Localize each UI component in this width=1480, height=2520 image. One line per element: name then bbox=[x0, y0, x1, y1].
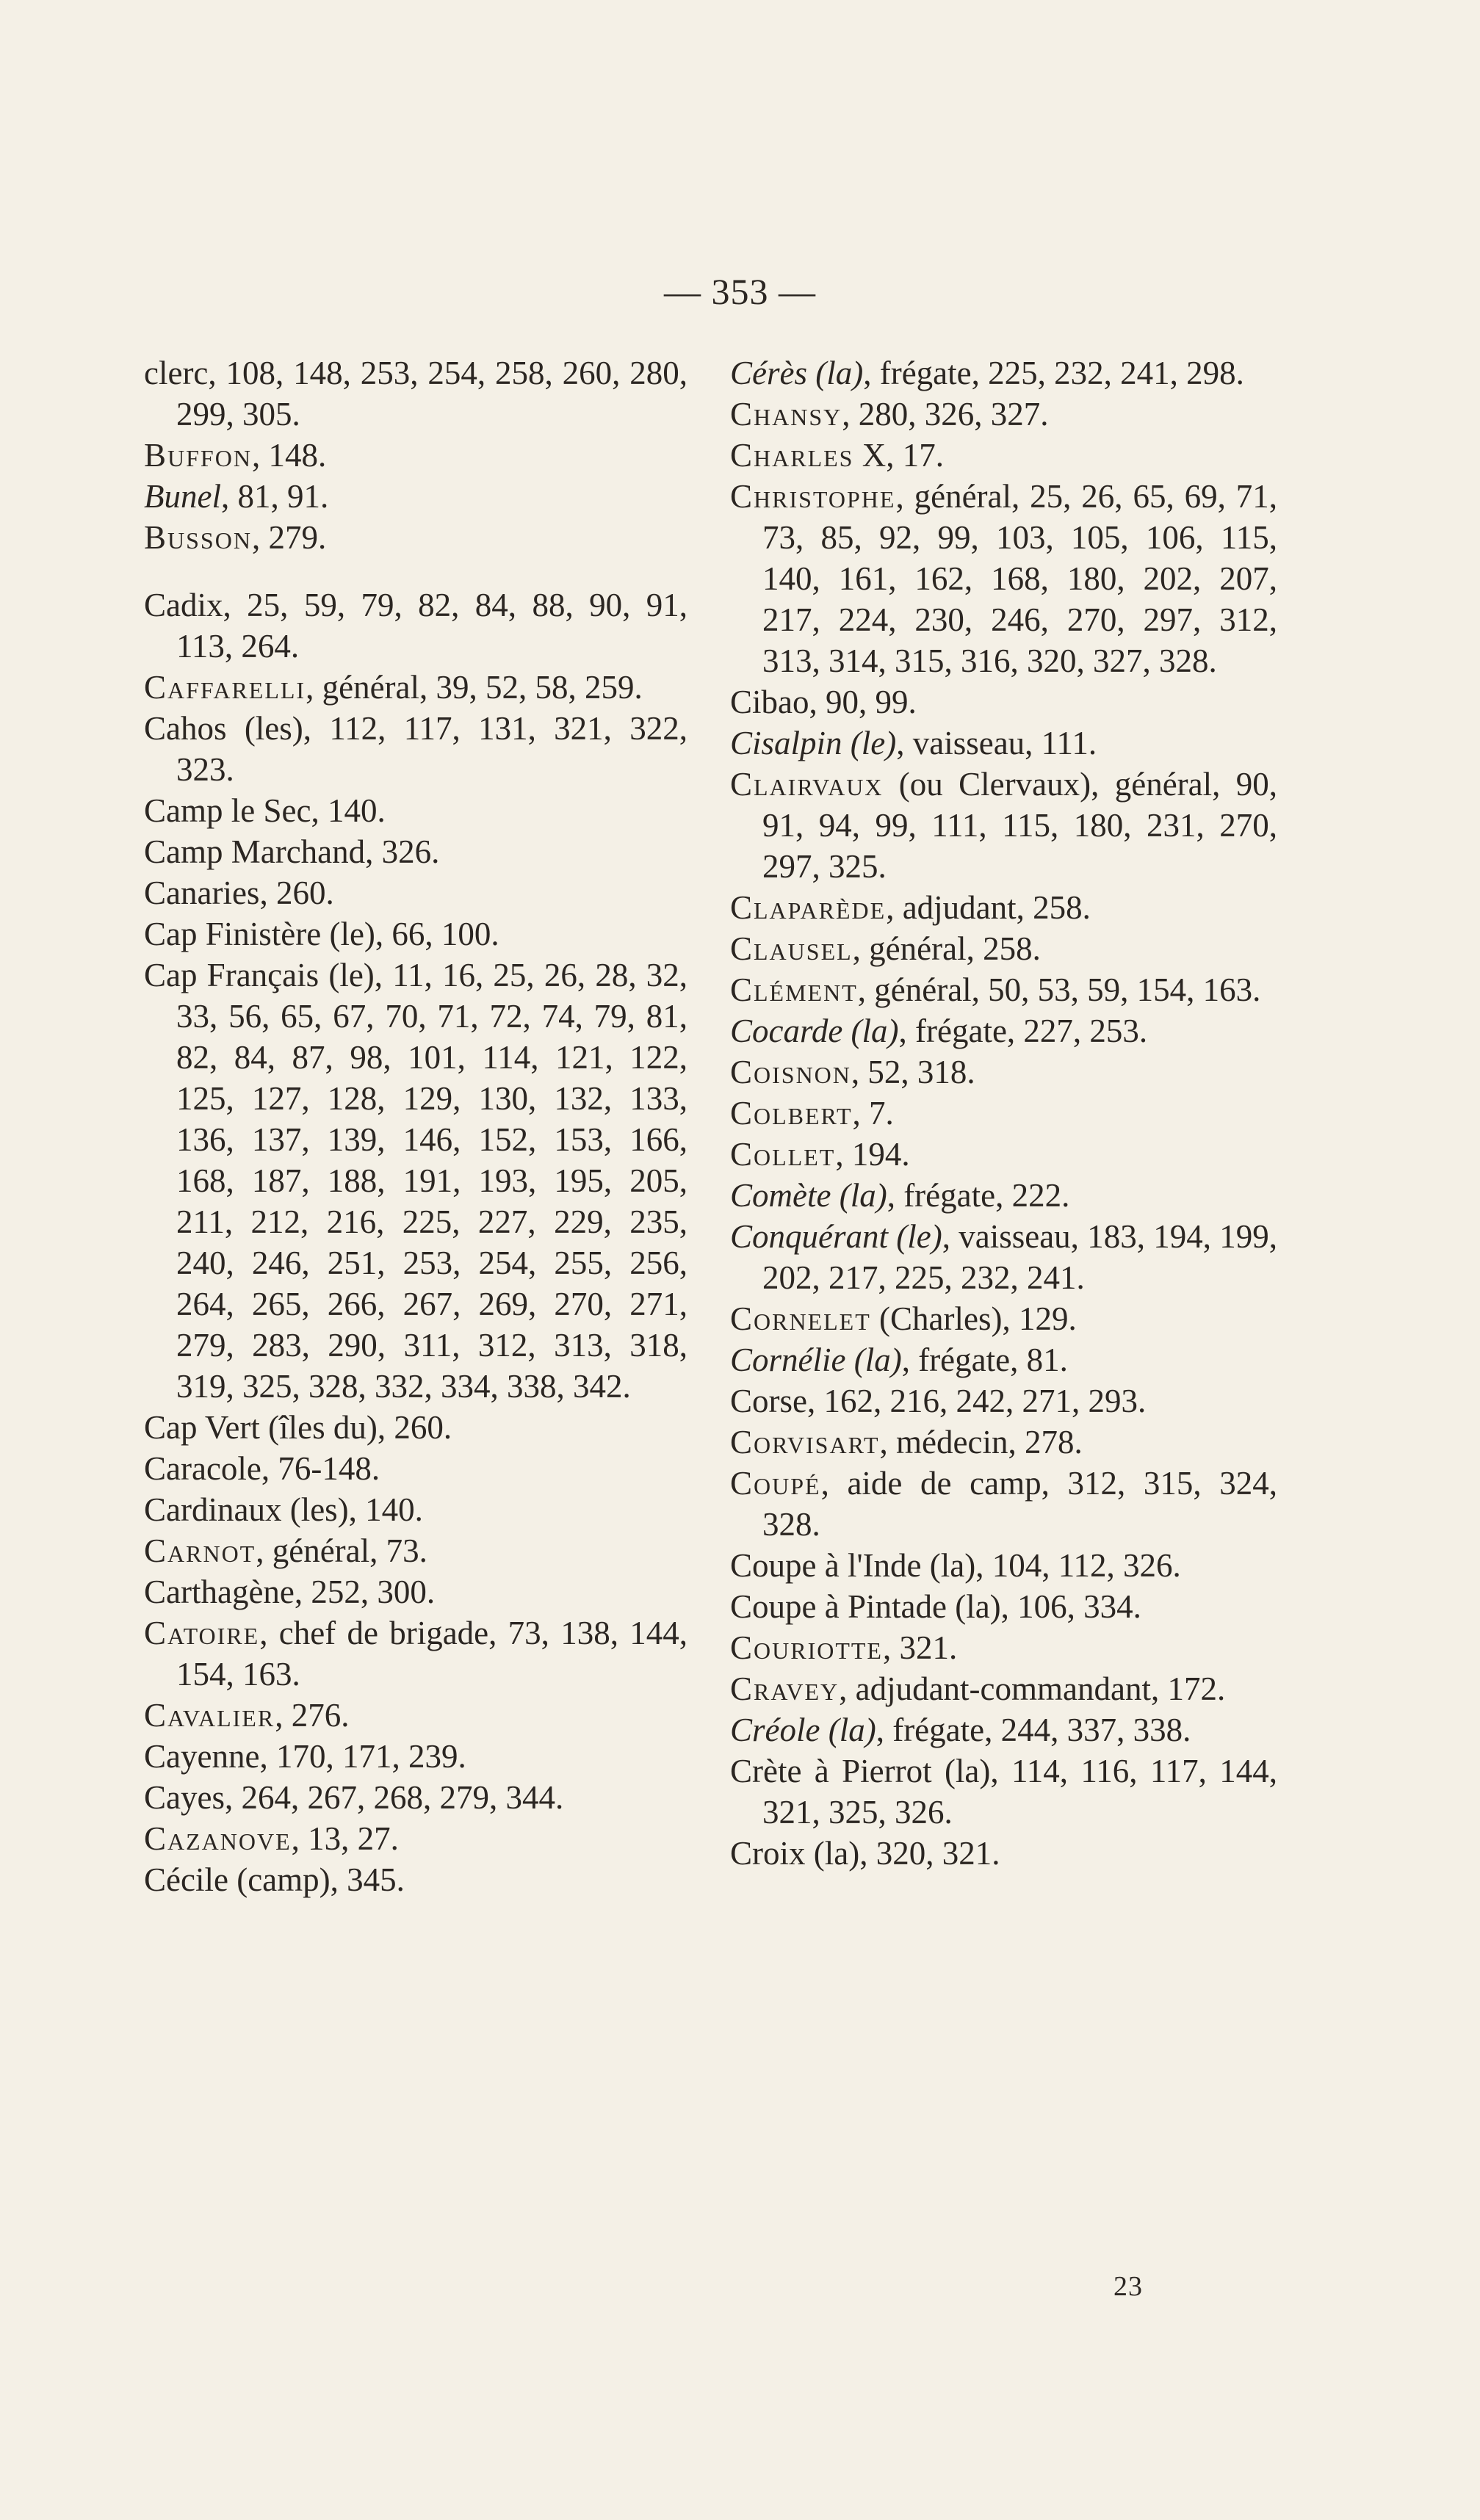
index-entry bbox=[730, 1627, 1277, 1668]
index-entry bbox=[730, 1709, 1277, 1750]
index-references: , général, 73. bbox=[256, 1532, 427, 1569]
index-entry bbox=[730, 476, 1277, 681]
index-references: , 7. bbox=[852, 1095, 894, 1132]
index-entry bbox=[730, 928, 1277, 969]
index-references: , général, 39, 52, 58, 259. bbox=[306, 669, 643, 706]
index-entry bbox=[730, 1093, 1277, 1134]
index-term: Cocarde (la) bbox=[730, 1013, 899, 1049]
index-term: Croix bbox=[730, 1835, 806, 1872]
index-term: Caffarelli bbox=[144, 669, 306, 706]
index-term: Corvisart bbox=[730, 1424, 880, 1460]
index-entry bbox=[730, 1298, 1277, 1339]
index-entry bbox=[144, 1818, 687, 1859]
index-references: , général, 50, 53, 59, 154, 163. bbox=[857, 971, 1261, 1008]
index-entry bbox=[144, 1489, 687, 1530]
index-entry bbox=[144, 584, 687, 667]
index-entry bbox=[144, 667, 687, 708]
index-references: , 260. bbox=[259, 875, 334, 911]
index-entry bbox=[144, 1859, 687, 1900]
index-term: Cavalier bbox=[144, 1697, 275, 1734]
index-term: Clément bbox=[730, 971, 858, 1008]
index-entry bbox=[144, 352, 687, 435]
index-references: , adjudant, 258. bbox=[886, 889, 1091, 926]
index-references: , 276. bbox=[275, 1697, 350, 1734]
index-references: , frégate, 222. bbox=[887, 1177, 1070, 1214]
index-references: X, 17. bbox=[853, 437, 944, 474]
index-entry bbox=[144, 708, 687, 790]
index-references: , 170, 171, 239. bbox=[259, 1738, 466, 1775]
index-term: Busson bbox=[144, 519, 252, 556]
index-term: Crète à Pierrot bbox=[730, 1753, 932, 1789]
index-references: , 162, 216, 242, 271, 293. bbox=[807, 1383, 1147, 1419]
index-entry bbox=[144, 955, 687, 1407]
index-term: Christophe bbox=[730, 478, 896, 515]
index-term: Camp le Sec bbox=[144, 792, 311, 829]
index-term: Conquérant (le) bbox=[730, 1218, 942, 1255]
index-entry bbox=[144, 1530, 687, 1571]
index-entry bbox=[730, 1833, 1277, 1874]
index-references: (le), 66, 100. bbox=[321, 916, 499, 952]
index-entry bbox=[730, 1339, 1277, 1380]
index-references: (le), 11, 16, 25, 26, 28, 32, 33, 56, 65, 67, 70, 71, 72, 74, 79, 81, 82, 84, 87, 98, 101, 114, 121, 122, 125, 127, 128, 129, 130, 132, 133, 136, 137, 139, 146, 152, 153, 166, 168, 187, 188, 191, 193, 195, 205, 211, 212, 216, 225, 227, 229, 235, 240, 246, 251, 253, 254, 255, 256, 264, 265, 266, 267, 269, 270, 271, 279, 283, 290, 311, 312, 313, 318, 319, 325, 328, 332, 334, 338, 342. bbox=[176, 957, 688, 1405]
index-term: Cérès (la) bbox=[730, 355, 864, 391]
index-references: , vaisseau, 183, 194, 199, 202, 217, 225, 232, 241. bbox=[762, 1218, 1277, 1296]
index-entry bbox=[730, 435, 1277, 476]
index-term: Charles bbox=[730, 437, 854, 474]
index-term: Clausel bbox=[730, 930, 853, 967]
index-term: Comète (la) bbox=[730, 1177, 887, 1214]
page-number: — 353 — bbox=[664, 271, 816, 312]
index-term: Chansy bbox=[730, 396, 842, 432]
index-references: , 194. bbox=[835, 1136, 910, 1173]
index-term: Coisnon bbox=[730, 1054, 851, 1090]
index-references: , 25, 59, 79, 82, 84, 88, 90, 91, 113, 264. bbox=[176, 587, 687, 665]
index-term: Cayes bbox=[144, 1779, 225, 1816]
index-references: , 279. bbox=[251, 519, 327, 556]
index-entry bbox=[144, 1736, 687, 1777]
index-term: Cap Vert bbox=[144, 1409, 260, 1446]
index-entry bbox=[144, 831, 687, 872]
index-entry bbox=[730, 1668, 1277, 1709]
index-entry bbox=[144, 1777, 687, 1818]
index-references: (les), 140. bbox=[281, 1491, 423, 1528]
index-entry bbox=[144, 476, 687, 517]
index-entry bbox=[144, 1695, 687, 1736]
index-references: (la), 320, 321. bbox=[805, 1835, 1000, 1872]
index-term: Cap Français bbox=[144, 957, 320, 993]
index-entry bbox=[730, 1010, 1277, 1051]
index-references: (Charles), 129. bbox=[870, 1300, 1077, 1337]
index-entry bbox=[144, 913, 687, 955]
index-term: Caracole bbox=[144, 1450, 261, 1487]
index-entry bbox=[730, 764, 1277, 887]
index-term: Créole (la) bbox=[730, 1712, 876, 1748]
index-references: , frégate, 225, 232, 241, 298. bbox=[863, 355, 1244, 391]
index-references: (îles du), 260. bbox=[259, 1409, 452, 1446]
index-entry bbox=[144, 790, 687, 831]
index-references: , 81, 91. bbox=[220, 478, 329, 515]
index-references: , 76-148. bbox=[261, 1450, 380, 1487]
index-column-right bbox=[730, 352, 1277, 1874]
index-references: (les), 112, 117, 131, 321, 322, 323. bbox=[176, 710, 687, 788]
index-references: clerc, 108, 148, 253, 254, 258, 260, 280, 299, 305. bbox=[144, 355, 687, 432]
index-references: , adjudant-commandant, 172. bbox=[839, 1670, 1226, 1707]
index-entry bbox=[730, 723, 1277, 764]
index-term: Cardinaux bbox=[144, 1491, 282, 1528]
index-entry bbox=[730, 1380, 1277, 1422]
index-references: , vaisseau, 111. bbox=[896, 725, 1097, 761]
index-term: Cibao bbox=[730, 684, 809, 720]
index-term: Cazanove bbox=[144, 1820, 292, 1857]
index-term: Carnot bbox=[144, 1532, 256, 1569]
index-references: (la), 106, 334. bbox=[946, 1588, 1141, 1625]
index-entry bbox=[730, 1134, 1277, 1175]
index-references: (la), 114, 116, 117, 144, 321, 325, 326. bbox=[762, 1753, 1277, 1831]
index-references: , médecin, 278. bbox=[879, 1424, 1083, 1460]
index-entry bbox=[144, 435, 687, 476]
index-term: Catoire bbox=[144, 1615, 260, 1651]
index-term: Cravey bbox=[730, 1670, 840, 1707]
index-column-left bbox=[144, 352, 687, 1900]
index-term: Cahos bbox=[144, 710, 227, 747]
index-references: , aide de camp, 312, 315, 324, 328. bbox=[762, 1465, 1277, 1543]
index-entry bbox=[144, 1571, 687, 1612]
index-term: Cornelet bbox=[730, 1300, 871, 1337]
index-term: Corse bbox=[730, 1383, 807, 1419]
index-entry bbox=[730, 1750, 1277, 1833]
index-term: Collet bbox=[730, 1136, 836, 1173]
index-entry bbox=[144, 872, 687, 913]
index-references: (camp), 345. bbox=[228, 1861, 405, 1898]
index-references: , 140. bbox=[311, 792, 386, 829]
index-entry bbox=[730, 1463, 1277, 1545]
index-entry bbox=[144, 1407, 687, 1448]
index-references: , 280, 326, 327. bbox=[842, 396, 1049, 432]
index-term: Coupe à Pintade bbox=[730, 1588, 947, 1625]
index-entry bbox=[730, 887, 1277, 928]
index-references: , 13, 27. bbox=[291, 1820, 399, 1857]
index-term: Colbert bbox=[730, 1095, 853, 1132]
index-term: Cayenne bbox=[144, 1738, 260, 1775]
index-entry bbox=[730, 969, 1277, 1010]
index-term: Couriotte bbox=[730, 1629, 883, 1666]
index-references: , 326. bbox=[365, 833, 440, 870]
index-term: Cornélie (la) bbox=[730, 1342, 902, 1378]
index-term: Coupe à l'Inde bbox=[730, 1547, 922, 1584]
index-references: , 321. bbox=[882, 1629, 958, 1666]
index-references: , général, 25, 26, 65, 69, 71, 73, 85, 92, 99, 103, 105, 106, 115, 140, 161, 162, 168, 180, 202, 207, 217, 224, 230, 246, 270, 297, 312, 313, 314, 315, 316, 320, 327, 328. bbox=[762, 478, 1277, 679]
index-term: Cécile bbox=[144, 1861, 228, 1898]
signature-mark: 23 bbox=[1113, 2271, 1143, 2302]
index-term: Claparède bbox=[730, 889, 887, 926]
index-term: Canaries bbox=[144, 875, 260, 911]
index-references: , frégate, 81. bbox=[901, 1342, 1068, 1378]
index-entry bbox=[144, 1612, 687, 1695]
index-term: Carthagène bbox=[144, 1574, 295, 1610]
index-entry bbox=[730, 1422, 1277, 1463]
index-references: , chef de brigade, 73, 138, 144, 154, 163. bbox=[176, 1615, 687, 1692]
index-entry bbox=[730, 1051, 1277, 1093]
index-term: Cisalpin (le) bbox=[730, 725, 897, 761]
index-term: Coupé bbox=[730, 1465, 821, 1502]
index-entry bbox=[730, 352, 1277, 394]
index-entry bbox=[730, 1216, 1277, 1298]
index-entry bbox=[730, 1175, 1277, 1216]
index-references: (la), 104, 112, 326. bbox=[921, 1547, 1181, 1584]
index-term: Cadix bbox=[144, 587, 223, 623]
index-references: , frégate, 244, 337, 338. bbox=[876, 1712, 1191, 1748]
index-references: , 264, 267, 268, 279, 344. bbox=[224, 1779, 564, 1816]
index-references: , 148. bbox=[251, 437, 327, 474]
index-term: Buffon bbox=[144, 437, 252, 474]
index-entry bbox=[144, 517, 687, 558]
index-references: , 52, 318. bbox=[851, 1054, 975, 1090]
index-references: , 90, 99. bbox=[809, 684, 917, 720]
index-entry bbox=[144, 1448, 687, 1489]
index-term: Camp Marchand bbox=[144, 833, 366, 870]
index-term: Bunel bbox=[144, 478, 221, 515]
index-entry bbox=[730, 1545, 1277, 1586]
index-term: Clairvaux bbox=[730, 766, 884, 803]
index-references: , frégate, 227, 253. bbox=[898, 1013, 1148, 1049]
index-references: , 252, 300. bbox=[294, 1574, 436, 1610]
index-references: (ou Clervaux), général, 90, 91, 94, 99, 111, 115, 180, 231, 270, 297, 325. bbox=[762, 766, 1277, 885]
index-entry bbox=[730, 394, 1277, 435]
index-entry bbox=[730, 681, 1277, 723]
index-references: , général, 258. bbox=[852, 930, 1041, 967]
index-entry bbox=[730, 1586, 1277, 1627]
index-term: Cap Finistère bbox=[144, 916, 322, 952]
